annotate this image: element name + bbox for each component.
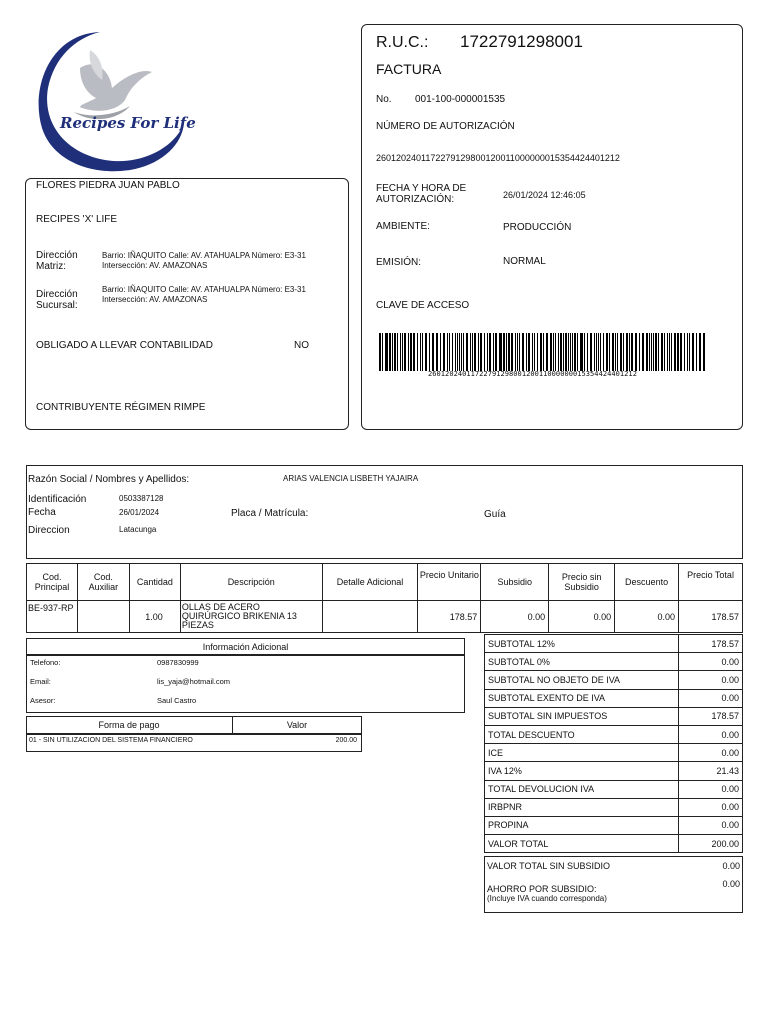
totals-row: [485, 798, 743, 816]
barcode-bar: [642, 333, 644, 371]
total-without-subsidy-label: VALOR TOTAL SIN SUBSIDIO: [487, 861, 611, 871]
barcode-bar: [472, 333, 473, 371]
barcode-bar: [470, 333, 471, 371]
buyer-date-label: Fecha: [28, 507, 56, 518]
barcode-bar: [540, 333, 541, 371]
barcode-bar: [417, 333, 418, 371]
barcode-bar: [692, 333, 694, 371]
totals-value: 21.43: [679, 762, 743, 780]
barcode-bar: [474, 333, 476, 371]
barcode-bar: [522, 333, 524, 371]
barcode-bar: [440, 333, 441, 371]
phone-label: Telefono:: [30, 658, 61, 667]
barcode-bar: [484, 333, 485, 371]
barcode-bar: [664, 333, 665, 371]
authorization-date-value: 26/01/2024 12:46:05: [503, 190, 586, 200]
totals-row: [485, 653, 743, 671]
advisor-value: Saul Castro: [157, 696, 197, 705]
totals-label: SUBTOTAL 0%: [485, 653, 679, 671]
issuer-name: FLORES PIEDRA JUAN PABLO: [36, 180, 180, 191]
totals-value: 0.00: [679, 798, 743, 816]
buyer-name-label: Razón Social / Nombres y Apellidos:: [28, 474, 190, 485]
advisor-label: Asesor:: [30, 696, 56, 705]
totals-table: [484, 634, 743, 853]
totals-value: 178.57: [679, 635, 743, 653]
branch-address-value: Barrio: IÑAQUITO Calle: AV. ATAHUALPA Número: E3-31 Intersección: AV. AMAZONAS: [102, 285, 306, 304]
row-price-no-subsidy: 0.00: [549, 601, 615, 633]
items-table: [26, 563, 743, 633]
barcode-bar: [651, 333, 652, 371]
col-extra-detail: Detalle Adicional: [322, 564, 418, 601]
barcode-bar: [517, 333, 518, 371]
subsidy-savings-note: (Incluye IVA cuando corresponda): [487, 894, 607, 903]
barcode-bar: [432, 333, 434, 371]
barcode-bar: [480, 333, 482, 371]
issuer-trade-name: RECIPES 'X' LIFE: [36, 214, 118, 225]
col-subsidy: Subsidio: [481, 564, 549, 601]
barcode-bar: [680, 333, 682, 371]
barcode-bar: [413, 333, 415, 371]
col-discount: Descuento: [615, 564, 679, 601]
barcode-bar: [563, 333, 564, 371]
barcode-bar: [620, 333, 622, 371]
barcode-bar: [389, 333, 391, 371]
environment-label: AMBIENTE:: [376, 221, 430, 232]
barcode-bar: [546, 333, 548, 371]
barcode-bar: [382, 333, 383, 371]
plate-label: Placa / Matrícula:: [231, 508, 309, 519]
totals-value: 0.00: [679, 689, 743, 707]
barcode-bar: [400, 333, 401, 371]
totals-value: 0.00: [679, 671, 743, 689]
totals-value: 0.00: [679, 816, 743, 834]
col-description: Descripción: [180, 564, 322, 601]
barcode-bar: [429, 333, 430, 371]
row-total: 178.57: [679, 601, 743, 633]
barcode-bar: [596, 333, 597, 371]
totals-label: SUBTOTAL NO OBJETO DE IVA: [485, 671, 679, 689]
barcode-bar: [590, 333, 591, 371]
barcode-bar: [671, 333, 672, 371]
barcode-bar: [574, 333, 576, 371]
row-extra-detail: [322, 601, 418, 633]
regime-label: CONTRIBUYENTE RÉGIMEN RIMPE: [36, 402, 206, 413]
totals-label: TOTAL DESCUENTO: [485, 725, 679, 743]
barcode-bar: [577, 333, 578, 371]
barcode-bar: [669, 333, 670, 371]
barcode-bar: [532, 333, 533, 371]
buyer-id-value: 0503387128: [119, 494, 164, 503]
buyer-name-value: ARIAS VALENCIA LISBETH YAJAIRA: [283, 474, 419, 483]
totals-row: [485, 816, 743, 834]
accounting-label: OBLIGADO A LLEVAR CONTABILIDAD: [36, 340, 213, 351]
table-row: [27, 601, 743, 633]
barcode-bar: [580, 333, 581, 371]
barcode-bar: [568, 333, 569, 371]
barcode-bar: [437, 333, 438, 371]
authorization-label: NÚMERO DE AUTORIZACIÓN: [376, 121, 515, 132]
logo-text: Recipes For Life: [60, 114, 196, 132]
totals-label: TOTAL DEVOLUCION IVA: [485, 780, 679, 798]
ruc-label: R.U.C.:: [376, 34, 429, 51]
row-quantity: 1.00: [129, 601, 180, 633]
totals-label: VALOR TOTAL: [485, 835, 679, 853]
totals-value: 0.00: [679, 780, 743, 798]
col-quantity: Cantidad: [129, 564, 180, 601]
barcode-bar: [553, 333, 554, 371]
dove-logo-icon: [30, 28, 190, 178]
barcode-bar: [394, 333, 396, 371]
barcode-bar: [422, 333, 423, 371]
barcode-bar: [661, 333, 663, 371]
invoice-number-value: 001-100-000001535: [415, 94, 506, 105]
barcode-bar: [467, 333, 468, 371]
row-description: OLLAS DE ACERO QUIRÚRGICO BRIKENIA 13 PIEZAS: [180, 601, 322, 633]
barcode-bar: [696, 333, 697, 371]
barcode-bar: [420, 333, 421, 371]
barcode-bar: [699, 333, 701, 371]
totals-label: IVA 12%: [485, 762, 679, 780]
totals-row: [485, 780, 743, 798]
row-aux-code: [77, 601, 129, 633]
barcode-bar: [565, 333, 567, 371]
row-unit-price: 178.57: [418, 601, 481, 633]
barcode-bar: [443, 333, 445, 371]
buyer-address-value: Latacunga: [119, 525, 157, 534]
barcode-bar: [534, 333, 535, 371]
barcode-bar: [461, 333, 462, 371]
barcode-bar: [655, 333, 657, 371]
document-type: FACTURA: [376, 61, 442, 77]
barcode-bar: [511, 333, 513, 371]
barcode-bar: [500, 333, 501, 371]
barcode-bar: [402, 333, 403, 371]
emission-label: EMISIÓN:: [376, 257, 422, 268]
environment-value: PRODUCCIÓN: [503, 222, 572, 233]
barcode-bar: [667, 333, 668, 371]
barcode-bar: [674, 333, 675, 371]
barcode-bar: [584, 333, 585, 371]
barcode-bar: [617, 333, 618, 371]
barcode-bar: [386, 333, 387, 371]
totals-label: IRBPNR: [485, 798, 679, 816]
barcode-bar: [594, 333, 595, 371]
totals-value: 0.00: [679, 653, 743, 671]
barcode-bar: [410, 333, 412, 371]
barcode-bar: [543, 333, 544, 371]
barcode-bar: [385, 333, 386, 371]
barcode-bar: [570, 333, 571, 371]
barcode-bar: [447, 333, 448, 371]
guide-label: Guía: [484, 509, 506, 520]
barcode-bar: [606, 333, 608, 371]
barcode-bar: [528, 333, 530, 371]
buyer-address-label: Direccion: [28, 525, 70, 536]
col-price-no-subsidy: Precio sin Subsidio: [549, 564, 615, 601]
barcode-bar: [626, 333, 627, 371]
barcode-bar: [635, 333, 637, 371]
totals-row: [485, 835, 743, 853]
email-value: lis_yaja@hotmail.com: [157, 677, 231, 686]
barcode-bar: [397, 333, 398, 371]
barcode-bar: [646, 333, 648, 371]
barcode-bar: [684, 333, 685, 371]
barcode-bar: [639, 333, 640, 371]
access-key-barcode: [379, 333, 707, 371]
totals-value: 178.57: [679, 707, 743, 725]
barcode-bar: [408, 333, 409, 371]
totals-row: [485, 635, 743, 653]
barcode-bar: [466, 333, 467, 371]
buyer-date-value: 26/01/2024: [119, 508, 160, 517]
barcode-bar: [615, 333, 616, 371]
totals-row: [485, 744, 743, 762]
barcode-bar: [379, 333, 381, 371]
totals-label: SUBTOTAL 12%: [485, 635, 679, 653]
totals-row: [485, 707, 743, 725]
barcode-bar: [704, 333, 705, 371]
barcode-bar: [687, 333, 688, 371]
totals-label: SUBTOTAL EXENTO DE IVA: [485, 689, 679, 707]
barcode-bar: [587, 333, 588, 371]
accounting-value: NO: [294, 340, 309, 351]
totals-row: [485, 671, 743, 689]
payment-value-header: Valor: [286, 720, 308, 730]
totals-value: 0.00: [679, 744, 743, 762]
row-main-code: BE-937-RP: [27, 601, 78, 633]
barcode-bar: [495, 333, 496, 371]
barcode-bar: [689, 333, 690, 371]
barcode-bar: [603, 333, 604, 371]
additional-info-title: Información Adicional: [202, 642, 289, 652]
barcode-bar: [463, 333, 464, 371]
barcode-bar: [392, 333, 393, 371]
barcode-bar: [515, 333, 516, 371]
barcode-bar: [581, 333, 582, 371]
barcode-bar: [489, 333, 491, 371]
payment-method-header: Forma de pago: [98, 720, 160, 730]
items-table-header: [27, 564, 743, 601]
barcode-bar: [508, 333, 510, 371]
barcode-bar: [459, 333, 460, 371]
col-unit-price: Precio Unitario: [418, 564, 481, 601]
barcode-bar: [455, 333, 456, 371]
phone-value: 0987830999: [157, 658, 199, 667]
total-without-subsidy-value: 0.00: [722, 861, 740, 871]
totals-label: ICE: [485, 744, 679, 762]
col-total: Precio Total: [679, 564, 743, 601]
barcode-bar: [425, 333, 427, 371]
branch-address-label: Dirección Sucursal:: [36, 289, 78, 311]
barcode-bar: [550, 333, 552, 371]
barcode-bar: [609, 333, 610, 371]
barcode-bar: [404, 333, 405, 371]
invoice-number-label: No.: [376, 94, 392, 105]
barcode-bar: [449, 333, 450, 371]
email-label: Email:: [30, 677, 51, 686]
barcode-bar: [649, 333, 650, 371]
barcode-bar: [519, 333, 520, 371]
barcode-bar: [452, 333, 453, 371]
barcode-bar: [560, 333, 562, 371]
barcode-bar: [598, 333, 599, 371]
barcode-bar: [653, 333, 654, 371]
col-aux-code: Cod. Auxiliar: [77, 564, 129, 601]
barcode-bar: [493, 333, 494, 371]
row-discount: 0.00: [615, 601, 679, 633]
payment-method: 01 - SIN UTILIZACION DEL SISTEMA FINANCIERO: [29, 737, 193, 744]
barcode-bar: [558, 333, 559, 371]
barcode-bar: [658, 333, 659, 371]
barcode-bar: [506, 333, 507, 371]
barcode-bar: [503, 333, 505, 371]
barcode-bar: [677, 333, 679, 371]
barcode-bar: [457, 333, 458, 371]
barcode-bar: [526, 333, 527, 371]
row-subsidy: 0.00: [481, 601, 549, 633]
barcode-bar: [591, 333, 592, 371]
ruc-value: 1722791298001: [460, 32, 583, 51]
barcode-bar: [555, 333, 556, 371]
buyer-id-label: Identificación: [28, 494, 87, 505]
company-logo: [30, 28, 196, 178]
barcode-bar: [629, 333, 630, 371]
barcode-bar: [537, 333, 538, 371]
totals-label: SUBTOTAL SIN IMPUESTOS: [485, 707, 679, 725]
totals-row: [485, 762, 743, 780]
subsidy-savings-value: 0.00: [722, 879, 740, 889]
main-address-label: Dirección Matriz:: [36, 250, 78, 272]
barcode-bar: [623, 333, 624, 371]
totals-row: [485, 725, 743, 743]
authorization-date-label: FECHA Y HORA DE AUTORIZACIÓN:: [376, 183, 467, 205]
access-key-label: CLAVE DE ACCESO: [376, 300, 470, 311]
totals-value: 200.00: [679, 835, 743, 853]
barcode-bar: [478, 333, 479, 371]
totals-label: PROPINA: [485, 816, 679, 834]
barcode-bar: [436, 333, 437, 371]
barcode-bar: [600, 333, 601, 371]
barcode-bar: [703, 333, 704, 371]
col-main-code: Cod. Principal: [27, 564, 78, 601]
barcode-bar: [631, 333, 632, 371]
authorization-value: 2601202401172279129800120011000000015354424401212: [376, 153, 620, 163]
payment-value: 200.00: [335, 737, 357, 744]
subsidy-savings-label: AHORRO POR SUBSIDIO:: [487, 884, 597, 894]
barcode-text: 2601202401172279129800120011000000015354424401212: [428, 370, 637, 378]
totals-value: 0.00: [679, 725, 743, 743]
barcode-bar: [499, 333, 500, 371]
emission-value: NORMAL: [503, 256, 546, 267]
totals-row: [485, 689, 743, 707]
main-address-value: Barrio: IÑAQUITO Calle: AV. ATAHUALPA Número: E3-31 Intersección: AV. AMAZONAS: [102, 251, 306, 270]
barcode-bar: [572, 333, 573, 371]
barcode-bar: [612, 333, 614, 371]
barcode-bar: [487, 333, 488, 371]
